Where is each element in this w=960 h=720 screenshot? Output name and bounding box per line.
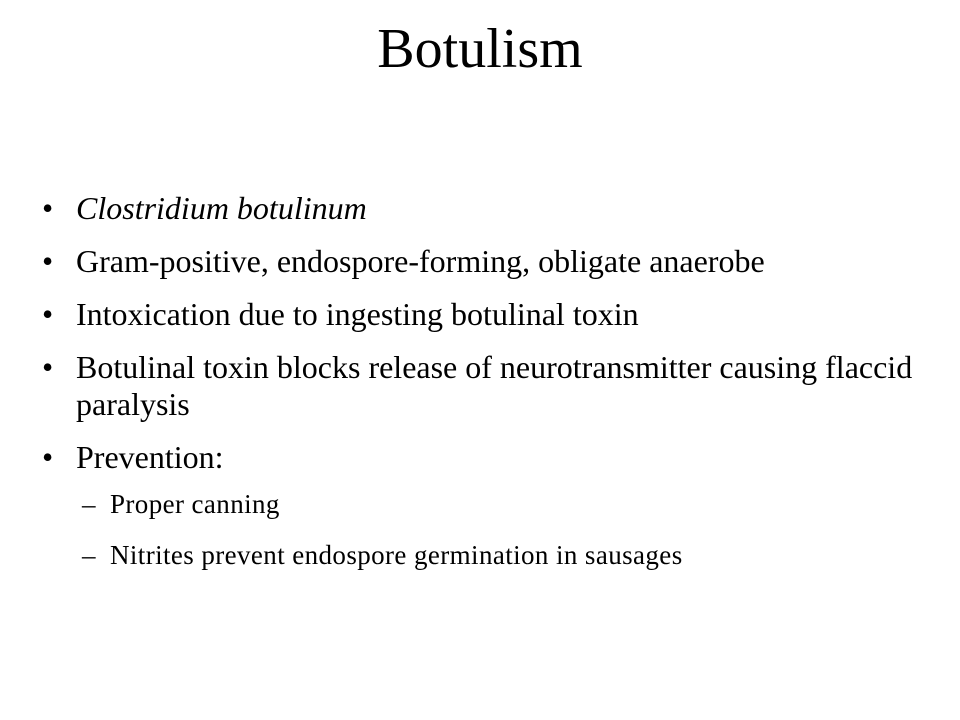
- bullet-text: Gram-positive, endospore-forming, obligate anaerobe: [76, 243, 765, 279]
- bullet-text: Intoxication due to ingesting botulinal toxin: [76, 296, 639, 332]
- bullet-marker: •: [42, 296, 54, 332]
- bullet-text: Botulinal toxin blocks release of neurotransmitter causing flaccid paralysis: [76, 349, 913, 422]
- sub-bullet-item: [68, 489, 940, 520]
- bullet-marker: •: [42, 190, 54, 226]
- bullet-item: [40, 439, 940, 571]
- sub-bullet-list: [76, 489, 940, 571]
- bullet-list: [40, 190, 940, 591]
- bullet-marker: •: [42, 439, 54, 475]
- bullet-item: [40, 243, 940, 280]
- sub-bullet-text: Proper canning: [110, 489, 280, 519]
- sub-bullet-marker: –: [82, 540, 96, 570]
- sub-bullet-text: Nitrites prevent endospore germination in sausages: [110, 540, 683, 570]
- slide-title: Botulism: [377, 18, 583, 80]
- bullet-marker: •: [42, 243, 54, 279]
- bullet-item: [40, 296, 940, 333]
- bullet-item: [40, 349, 940, 423]
- bullet-text: Prevention:: [76, 439, 224, 475]
- bullet-item: [40, 190, 940, 227]
- sub-bullet-marker: –: [82, 489, 96, 519]
- sub-bullet-item: [68, 540, 940, 571]
- bullet-text: Clostridium botulinum: [76, 190, 367, 226]
- bullet-marker: •: [42, 349, 54, 385]
